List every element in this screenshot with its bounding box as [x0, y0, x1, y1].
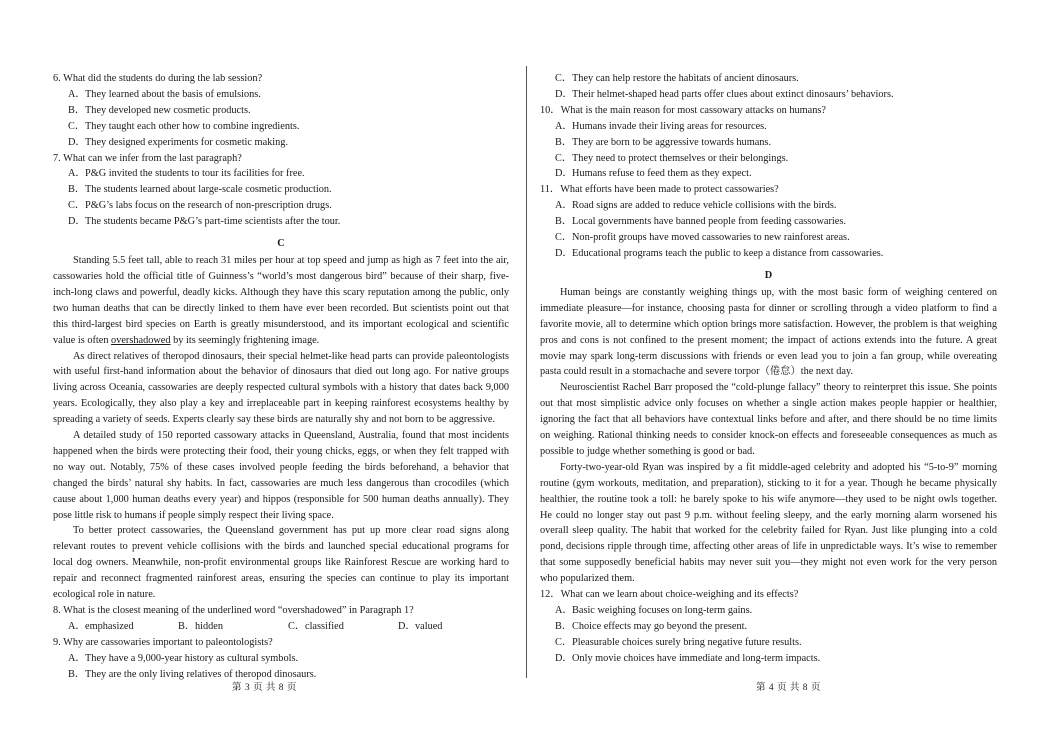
option-a[interactable]: A．Humans invade their living areas for resources.: [555, 120, 767, 132]
question-8: [53, 603, 509, 635]
option-b[interactable]: B．They are born to be aggressive towards humans.: [555, 136, 772, 148]
option-b[interactable]: B．hidden: [178, 620, 224, 632]
question-stem: 10．What is the main reason for most cassowary attacks on humans?: [540, 104, 826, 116]
page-number-right: 第 4 页 共 8 页: [756, 683, 821, 693]
column-divider: [526, 66, 527, 678]
option-c[interactable]: C．They can help restore the habitats of ancient dinosaurs.: [555, 73, 799, 84]
left-page: [53, 71, 509, 683]
option-c[interactable]: C．Non-profit groups have moved cassowaries to new rainforest areas.: [555, 232, 850, 244]
option-d[interactable]: D．Their helmet-shaped head parts offer clues about extinct dinosaurs’ behaviors.: [555, 88, 894, 100]
page-number-left: 第 3 页 共 8 页: [232, 683, 297, 693]
option-d[interactable]: D．The students became P&G’s part-time scientists after the tour.: [68, 216, 341, 228]
question-11: [540, 182, 997, 262]
option-c[interactable]: C．Pleasurable choices surely bring negative future results.: [555, 636, 802, 648]
option-a[interactable]: A．They have a 9,000-year history as cultural symbols.: [68, 652, 299, 664]
question-stem: 6. What did the students do during the lab session?: [53, 73, 263, 84]
option-a[interactable]: A．P&G invited the students to tour its facilities for free.: [68, 168, 305, 180]
option-c[interactable]: C．They need to protect themselves or their belongings.: [555, 152, 789, 164]
passage-c-paragraph-2: As direct relatives of theropod dinosaurs, their special helmet-like head parts can provide paleontologists with useful first-hand information about the behavior of dinosaurs that died out long ago. For native groups living across Oceania, cassowaries are deeply respected cultural symbols with a history that dates back 9,000 years. Ecologically, they also play a key and irreplaceable part in keeping rainforest ecosystems healthy by spreading a variety of seeds. Experts clearly say these birds are naturally shy and not born to be aggressive.: [53, 350, 509, 426]
question-stem: 8. What is the closest meaning of the underlined word “overshadowed” in Paragraph 1?: [53, 605, 414, 616]
option-d[interactable]: D．They designed experiments for cosmetic making.: [68, 136, 289, 148]
option-c[interactable]: C．They taught each other how to combine ingredients.: [68, 120, 300, 132]
passage-d-paragraph-2: Neuroscientist Rachel Barr proposed the “cold-plunge fallacy” theory to reinterpret this issue. She points out that most simplistic advice only focuses on whether a single action makes people happier or healthier, ignoring the fact that all behaviors have contextual links before and after, and there should be no time limits on weighing. Rational thinking needs to consider knock-on effects and foreseeable consequences as much as possible to judge whether something is good or bad.: [540, 382, 997, 457]
question-6: [53, 71, 509, 151]
option-a[interactable]: A．They learned about the basis of emulsions.: [68, 88, 261, 100]
option-a[interactable]: A．emphasized: [68, 620, 134, 632]
passage-c-paragraph-4: To better protect cassowaries, the Queensland government has put up more clear road signs along relevant routes to prevent vehicle collisions with the birds and launched special educational programs for local dog owners. Meanwhile, non-profit environmental groups like Rainforest Rescue are working hard to repair and reconnect fragmented rainforest areas, ensuring the species can continue to play its important ecological role in nature.: [53, 525, 509, 601]
section-c-heading: C: [277, 238, 285, 250]
section-d-heading: D: [764, 269, 773, 281]
passage-c-paragraph-1: Standing 5.5 feet tall, able to reach 31 miles per hour at top speed and jump as high as 7 feet into the air, cassowaries hold the official title of Guinness’s “world’s most dangerous bird” because of their sharp, five- inch-long claws and powerful, deadly kicks. Although they have this scary reputation among the public, only two human deaths that can be directly linked to them have ever been recorded. But scientists point out that this third-largest bird species on Earth is greatly misunderstood, and its important ecological and scientific value is often overshadowed by its seemingly frightening image.: [53, 255, 509, 346]
passage-d-paragraph-1: Human beings are constantly weighing things up, with the most basic form of weighing centered on immediate pleasure—for instance, choosing pasta for dinner or scrolling through a video platform to find a favorite movie, all to determine which option brings more satisfaction. However, the problem is that weighing pros and cons is not confined to the present moment; the impact of actions extends into the future. A great movie may spark long-term discussions with friends or even lead you to join a fan group, while overeating pasta could result in a stomachache and severe torpor（倦怠）the next day.: [540, 286, 997, 378]
option-d[interactable]: D．Only movie choices have immediate and long-term impacts.: [555, 652, 821, 664]
question-stem: 9. Why are cassowaries important to paleontologists?: [53, 636, 273, 648]
option-d[interactable]: D．valued: [398, 620, 443, 632]
option-b[interactable]: B．Choice effects may go beyond the present.: [555, 620, 748, 632]
question-stem: 11．What efforts have been made to protect cassowaries?: [540, 184, 779, 196]
option-c[interactable]: C．classified: [288, 620, 344, 632]
option-b[interactable]: B．Local governments have banned people from feeding cassowaries.: [555, 216, 846, 228]
option-a[interactable]: A．Road signs are added to reduce vehicle collisions with the birds.: [555, 200, 837, 212]
question-10: [540, 103, 997, 183]
underlined-word: overshadowed: [111, 334, 171, 346]
option-b[interactable]: B．They are the only living relatives of theropod dinosaurs.: [68, 668, 317, 680]
option-a[interactable]: A．Basic weighing focuses on long-term gains.: [555, 605, 753, 616]
question-7: [53, 151, 509, 231]
option-d[interactable]: D．Humans refuse to feed them as they expect.: [555, 168, 752, 180]
question-12: [540, 587, 997, 667]
right-page: [540, 71, 997, 667]
option-b[interactable]: B．They developed new cosmetic products.: [68, 104, 251, 116]
option-b[interactable]: B．The students learned about large-scale cosmetic production.: [68, 184, 332, 196]
option-c[interactable]: C．P&G’s labs focus on the research of non-prescription drugs.: [68, 200, 332, 212]
question-9-continued: [540, 71, 997, 103]
question-stem: 7. What can we infer from the last paragraph?: [53, 152, 242, 164]
passage-d-paragraph-3: Forty-two-year-old Ryan was inspired by a fit middle-aged celebrity and adopted his “5-to-9” morning routine (gym workouts, meditation, and preparation), sticking to it for a year. Though he became physically healthier, the routine took a toll: he barely spoke to his wife anymore—they used to be night owls together. He could no longer stay out past 9 p.m. without feeling sleepy, and the early morning alarm worsened his overall sleep quality. The habit that worked for the celebrity failed for Ryan. Just like plunging into a cold pond, decisions ripple through time, affecting other areas of life in unpredictable ways. It’s wise to remember that some supposedly beneficial habits may never suit you—they might not even work for the very person who popularized them.: [540, 461, 997, 585]
question-stem: 12．What can we learn about choice-weighing and its effects?: [540, 589, 799, 601]
passage-c-paragraph-3: A detailed study of 150 reported cassowary attacks in Queensland, Australia, found that most incidents happened when the birds were protecting their food, their young chicks, eggs, or when they felt trapped with no way out. Notably, 75% of these cases involved people feeding the birds beforehand, a behavior that changed the birds’ natural shy habits. In fact, cassowaries are much less dangerous than crocodiles (which cause about 1,000 human deaths every year) and hippos (responsible for 500 human deaths annually). They pose little risk to humans if people simply respect their living space.: [53, 430, 509, 521]
option-d[interactable]: D．Educational programs teach the public to keep a distance from cassowaries.: [555, 247, 884, 259]
question-9: [53, 635, 509, 683]
